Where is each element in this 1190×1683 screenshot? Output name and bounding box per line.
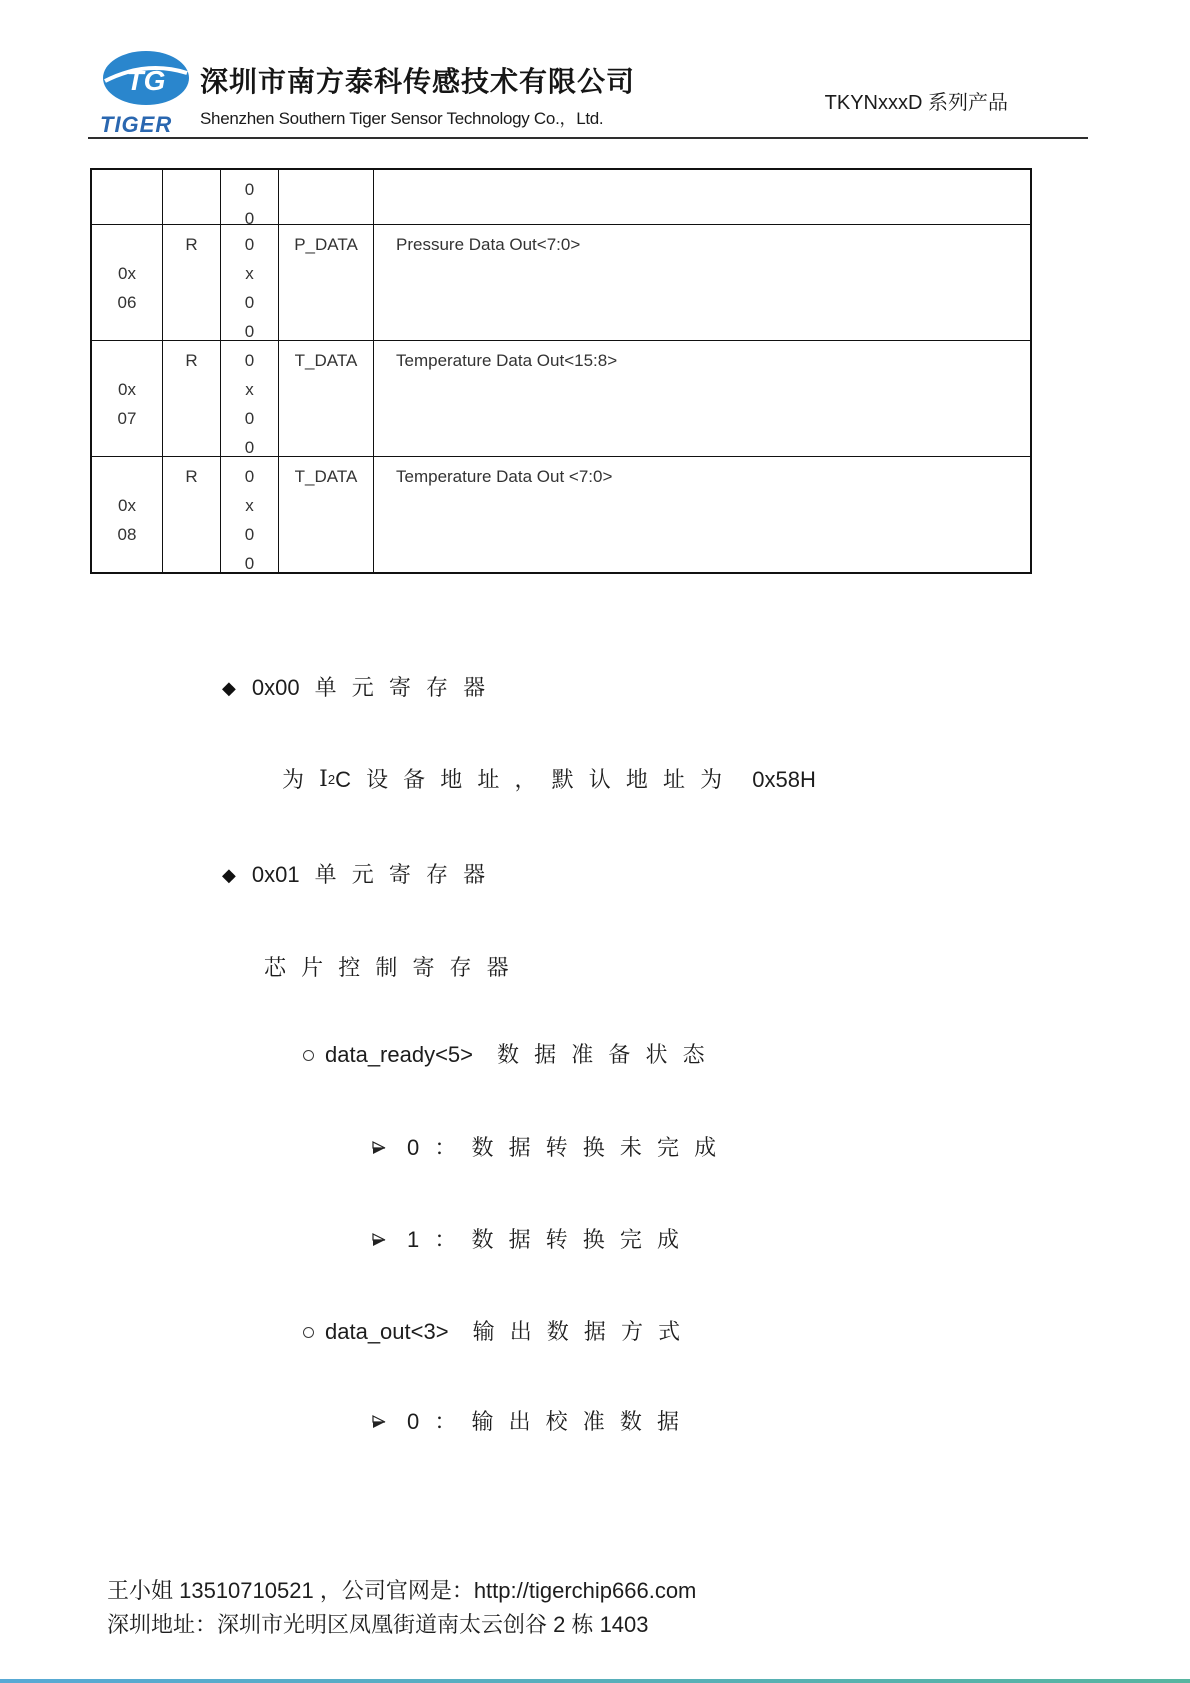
page-bottom-bar [0, 1679, 1190, 1683]
name-cell: P_DATA [279, 225, 374, 340]
arrowhead-bullet-icon [372, 1415, 387, 1429]
tiger-logo-icon [98, 50, 208, 140]
company-name-en: Shenzhen Southern Tiger Sensor Technology Co.，Ltd. [200, 109, 604, 128]
table-row [92, 225, 1030, 341]
product-series-label: TKYNxxxD 系列产品 [824, 92, 1008, 114]
subitem-data-ready-0: 0 ： 数 据 转 换 未 完 成 [372, 1133, 716, 1163]
reset-cell: 0 x 0 0 [221, 341, 279, 456]
addr-cell: 0x 08 [92, 457, 163, 572]
diamond-bullet-icon: ◆ [222, 865, 236, 885]
circle-bullet-icon [303, 1050, 314, 1061]
desc-cell: Pressure Data Out<7:0> [396, 235, 581, 254]
table-row [92, 457, 1030, 572]
rw-cell: R [163, 341, 221, 456]
rw-cell [163, 170, 221, 224]
footer-address: 深圳地址：深圳市光明区凤凰街道南太云创谷 2 栋 1403 [107, 1612, 649, 1637]
table-row [92, 341, 1030, 457]
section-reg00-title: ◆ 0x00 单 元 寄 存 器 [222, 673, 485, 703]
desc-cell: Temperature Data Out <7:0> [396, 467, 613, 486]
rw-cell: R [163, 457, 221, 572]
name-cell [279, 170, 374, 224]
arrowhead-bullet-icon [372, 1141, 387, 1155]
diamond-bullet-icon: ◆ [222, 678, 236, 698]
section-reg00-body: 为 I 2 C 设 备 地 址 ， 默 认 地 址 为 0x58H [282, 767, 816, 792]
header-divider [88, 137, 1088, 139]
name-cell: T_DATA [279, 341, 374, 456]
section-reg01-body: 芯 片 控 制 寄 存 器 [264, 955, 509, 980]
rw-cell: R [163, 225, 221, 340]
register-table [90, 168, 1032, 574]
addr-cell [92, 170, 163, 224]
name-cell: T_DATA [279, 457, 374, 572]
section-reg01-title: ◆ 0x01 单 元 寄 存 器 [222, 860, 485, 890]
item-data-out: data_out<3> 输 出 数 据 方 式 [303, 1317, 680, 1347]
reset-cell: 0 0 [221, 170, 279, 224]
item-data-ready: data_ready<5> 数 据 准 备 状 态 [303, 1040, 705, 1070]
desc-cell [374, 170, 1030, 224]
table-row [92, 170, 1030, 228]
reset-cell: 0 x 0 0 [221, 457, 279, 572]
subitem-data-ready-1: 1 ： 数 据 转 换 完 成 [372, 1225, 679, 1255]
footer-contact: 王小姐 13510710521 ，公司官网是：http://tigerchip666.com [107, 1578, 697, 1603]
addr-cell: 0x 06 [92, 225, 163, 340]
circle-bullet-icon [303, 1327, 314, 1338]
desc-cell: Temperature Data Out<15:8> [396, 351, 618, 370]
reset-cell: 0 x 0 0 [221, 225, 279, 340]
svg-text:TIGER: TIGER [100, 112, 173, 137]
company-name-cn: 深圳市南方泰科传感技术有限公司 [200, 66, 636, 97]
arrowhead-bullet-icon [372, 1233, 387, 1247]
addr-cell: 0x 07 [92, 341, 163, 456]
company-logo [98, 50, 208, 140]
subitem-data-out-0: 0 ： 输 出 校 准 数 据 [372, 1407, 679, 1437]
svg-text:TG: TG [126, 65, 166, 96]
